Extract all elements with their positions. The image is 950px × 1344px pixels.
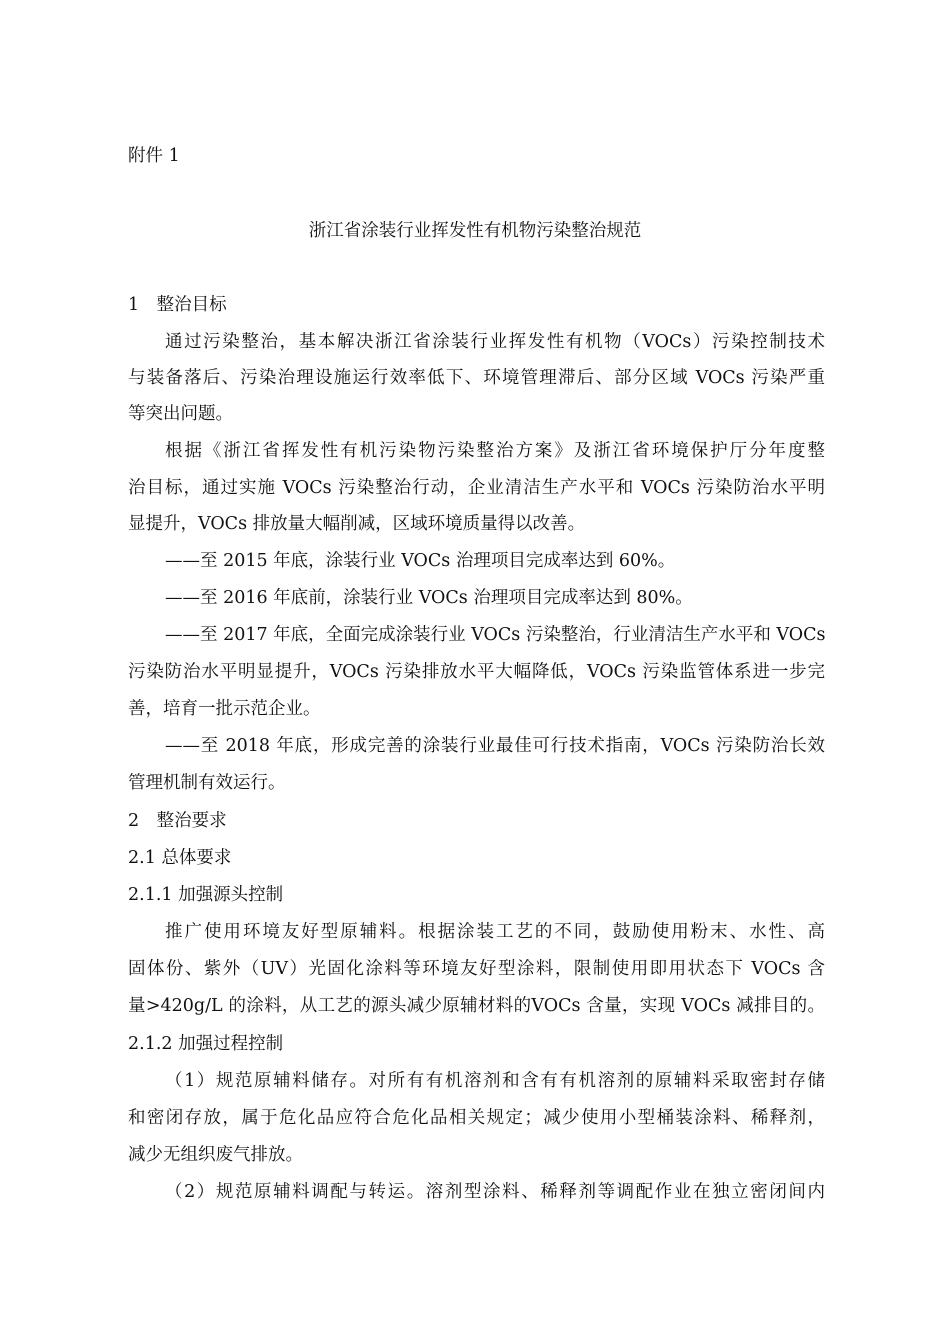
section-1-heading: 1 整治目标: [128, 295, 227, 315]
goal-paragraph-2-line-3: 显提升，VOCs 排放量大幅削减，区域环境质量得以改善。: [128, 514, 586, 534]
process-item-1-line-3: 减少无组织废气排放。: [128, 1145, 303, 1165]
goal-paragraph-1-line-2: 与装备落后、污染治理设施运行效率低下、环境管理滞后、部分区域 VOCs 污染严重: [128, 368, 825, 388]
subsection-2-1-2-heading: 2.1.2 加强过程控制: [128, 1034, 284, 1054]
milestone-2016: ——至 2016 年底前，涂装行业 VOCs 治理项目完成率达到 80%。: [165, 588, 693, 608]
milestone-2017-line-1: ——至 2017 年底，全面完成涂装行业 VOCs 污染整治，行业清洁生产水平和 VOCs: [165, 625, 826, 645]
milestone-2017-line-2: 污染防治水平明显提升，VOCs 污染排放水平大幅降低，VOCs 污染监管体系进一步完: [128, 662, 825, 682]
milestone-2018-line-1: ——至 2018 年底，形成完善的涂装行业最佳可行技术指南，VOCs 污染防治长效: [165, 736, 825, 756]
process-item-2-line-1: （2）规范原辅料调配与转运。溶剂型涂料、稀释剂等调配作业在独立密闭间内: [165, 1182, 825, 1202]
milestone-2018-line-2: 管理机制有效运行。: [128, 773, 286, 793]
milestone-2015: ——至 2015 年底，涂装行业 VOCs 治理项目完成率达到 60%。: [165, 551, 676, 571]
goal-paragraph-2-line-1: 根据《浙江省挥发性有机污染物污染整治方案》及浙江省环境保护厅分年度整: [165, 441, 825, 461]
subsection-2-1-1-heading: 2.1.1 加强源头控制: [128, 885, 284, 905]
goal-paragraph-1-line-3: 等突出问题。: [128, 404, 233, 424]
goal-paragraph-2-line-2: 治目标，通过实施 VOCs 污染整治行动，企业清洁生产水平和 VOCs 污染防治水平明: [128, 478, 825, 498]
source-control-line-1: 推广使用环境友好型原辅料。根据涂装工艺的不同，鼓励使用粉末、水性、高: [165, 922, 825, 942]
attachment-label: 附件 1: [128, 146, 180, 166]
source-control-line-3: 量>420g/L 的涂料，从工艺的源头减少原辅材料的VOCs 含量，实现 VOCs 减排目的。: [128, 996, 825, 1016]
goal-paragraph-1-line-1: 通过污染整治，基本解决浙江省涂装行业挥发性有机物（VOCs）污染控制技术: [165, 332, 825, 352]
process-item-1-line-2: 和密闭存放，属于危化品应符合危化品相关规定；减少使用小型桶装涂料、稀释剂，: [128, 1108, 825, 1128]
milestone-2017-line-3: 善，培育一批示范企业。: [128, 699, 321, 719]
document-title: 浙江省涂装行业挥发性有机物污染整治规范: [308, 221, 642, 241]
subsection-2-1-heading: 2.1 总体要求: [128, 848, 232, 868]
source-control-line-2: 固体份、紫外（UV）光固化涂料等环境友好型涂料，限制使用即用状态下 VOCs 含: [128, 959, 825, 979]
section-2-heading: 2 整治要求: [128, 811, 227, 831]
process-item-1-line-1: （1）规范原辅料储存。对所有有机溶剂和含有有机溶剂的原辅料采取密封存储: [165, 1071, 825, 1091]
